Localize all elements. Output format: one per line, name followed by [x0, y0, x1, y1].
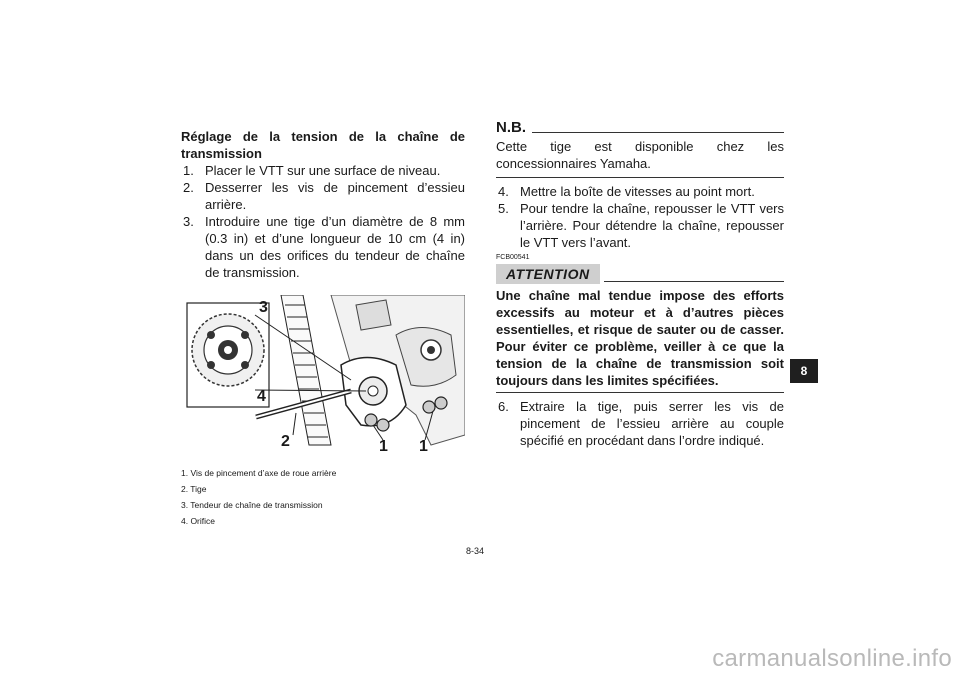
caption-item: 1. Vis de pincement d’axe de roue arrière [181, 468, 337, 478]
callout-1: 1 [379, 438, 388, 455]
chain-adjuster-figure [181, 295, 465, 455]
caption-item: 4. Orifice [181, 516, 216, 526]
nb-header [496, 120, 784, 136]
chapter-tab: 8 [790, 359, 818, 383]
attention-rule [604, 281, 784, 282]
step-item: 4. Mettre la boîte de vitesses au point mort. [498, 184, 755, 199]
steps-list-left [181, 162, 465, 281]
attention-header [496, 264, 784, 284]
page-number: 8-34 [466, 546, 485, 556]
step-item: 6. Extraire la tige, puis serrer les vis de pincement de l’essieu arrière au couple spécifié en procédant dans l’ordre indiqué. [498, 399, 784, 448]
callout-3: 3 [259, 299, 268, 316]
step-item: 3. Introduire une tige d’un diamètre de 8 mm (0.3 in) et d’une longueur de 10 cm (4 in) dans un des orifices du tendeur de chaîne de transmission. [183, 214, 465, 280]
nb-title: N.B. [496, 119, 526, 136]
step-item: 5. Pour tendre la chaîne, repousser le VTT vers l’arrière. Pour détendre la chaîne, repousser le VTT vers l’avant. [498, 201, 784, 250]
step-item: 2. Desserrer les vis de pincement d’essieu arrière. [183, 180, 465, 212]
figure-captions [181, 465, 465, 529]
attention-title: ATTENTION [496, 264, 600, 284]
step-item: 1. Placer le VTT sur une surface de niveau. [183, 163, 441, 178]
steps-list-right-b [496, 398, 784, 449]
attention-text: Une chaîne mal tendue impose des efforts excessifs au moteur et à d’autres pièces essentielles, et risque de sauter ou de casser. Pour éviter ce problème, veiller à ce que la tension de la chaîne de transmission soit toujours dans les limites spécifiées. [496, 287, 784, 393]
right-column [496, 120, 784, 449]
nb-rule [532, 132, 784, 133]
left-column [181, 128, 465, 529]
caption-item: 3. Tendeur de chaîne de transmission [181, 500, 323, 510]
callout-4: 4 [257, 388, 266, 405]
watermark: carmanualsonline.info [712, 645, 952, 672]
nb-text: Cette tige est disponible chez les concessionnaires Yamaha. [496, 138, 784, 178]
chain-adjuster-illustration [181, 295, 465, 455]
caption-item: 2. Tige [181, 484, 207, 494]
callout-1: 1 [419, 438, 428, 455]
steps-list-right-a [496, 183, 784, 251]
callout-2: 2 [281, 433, 290, 450]
reference-code: FCB00541 [496, 254, 530, 261]
section-title: Réglage de la tension de la chaîne de transmission [181, 129, 465, 161]
